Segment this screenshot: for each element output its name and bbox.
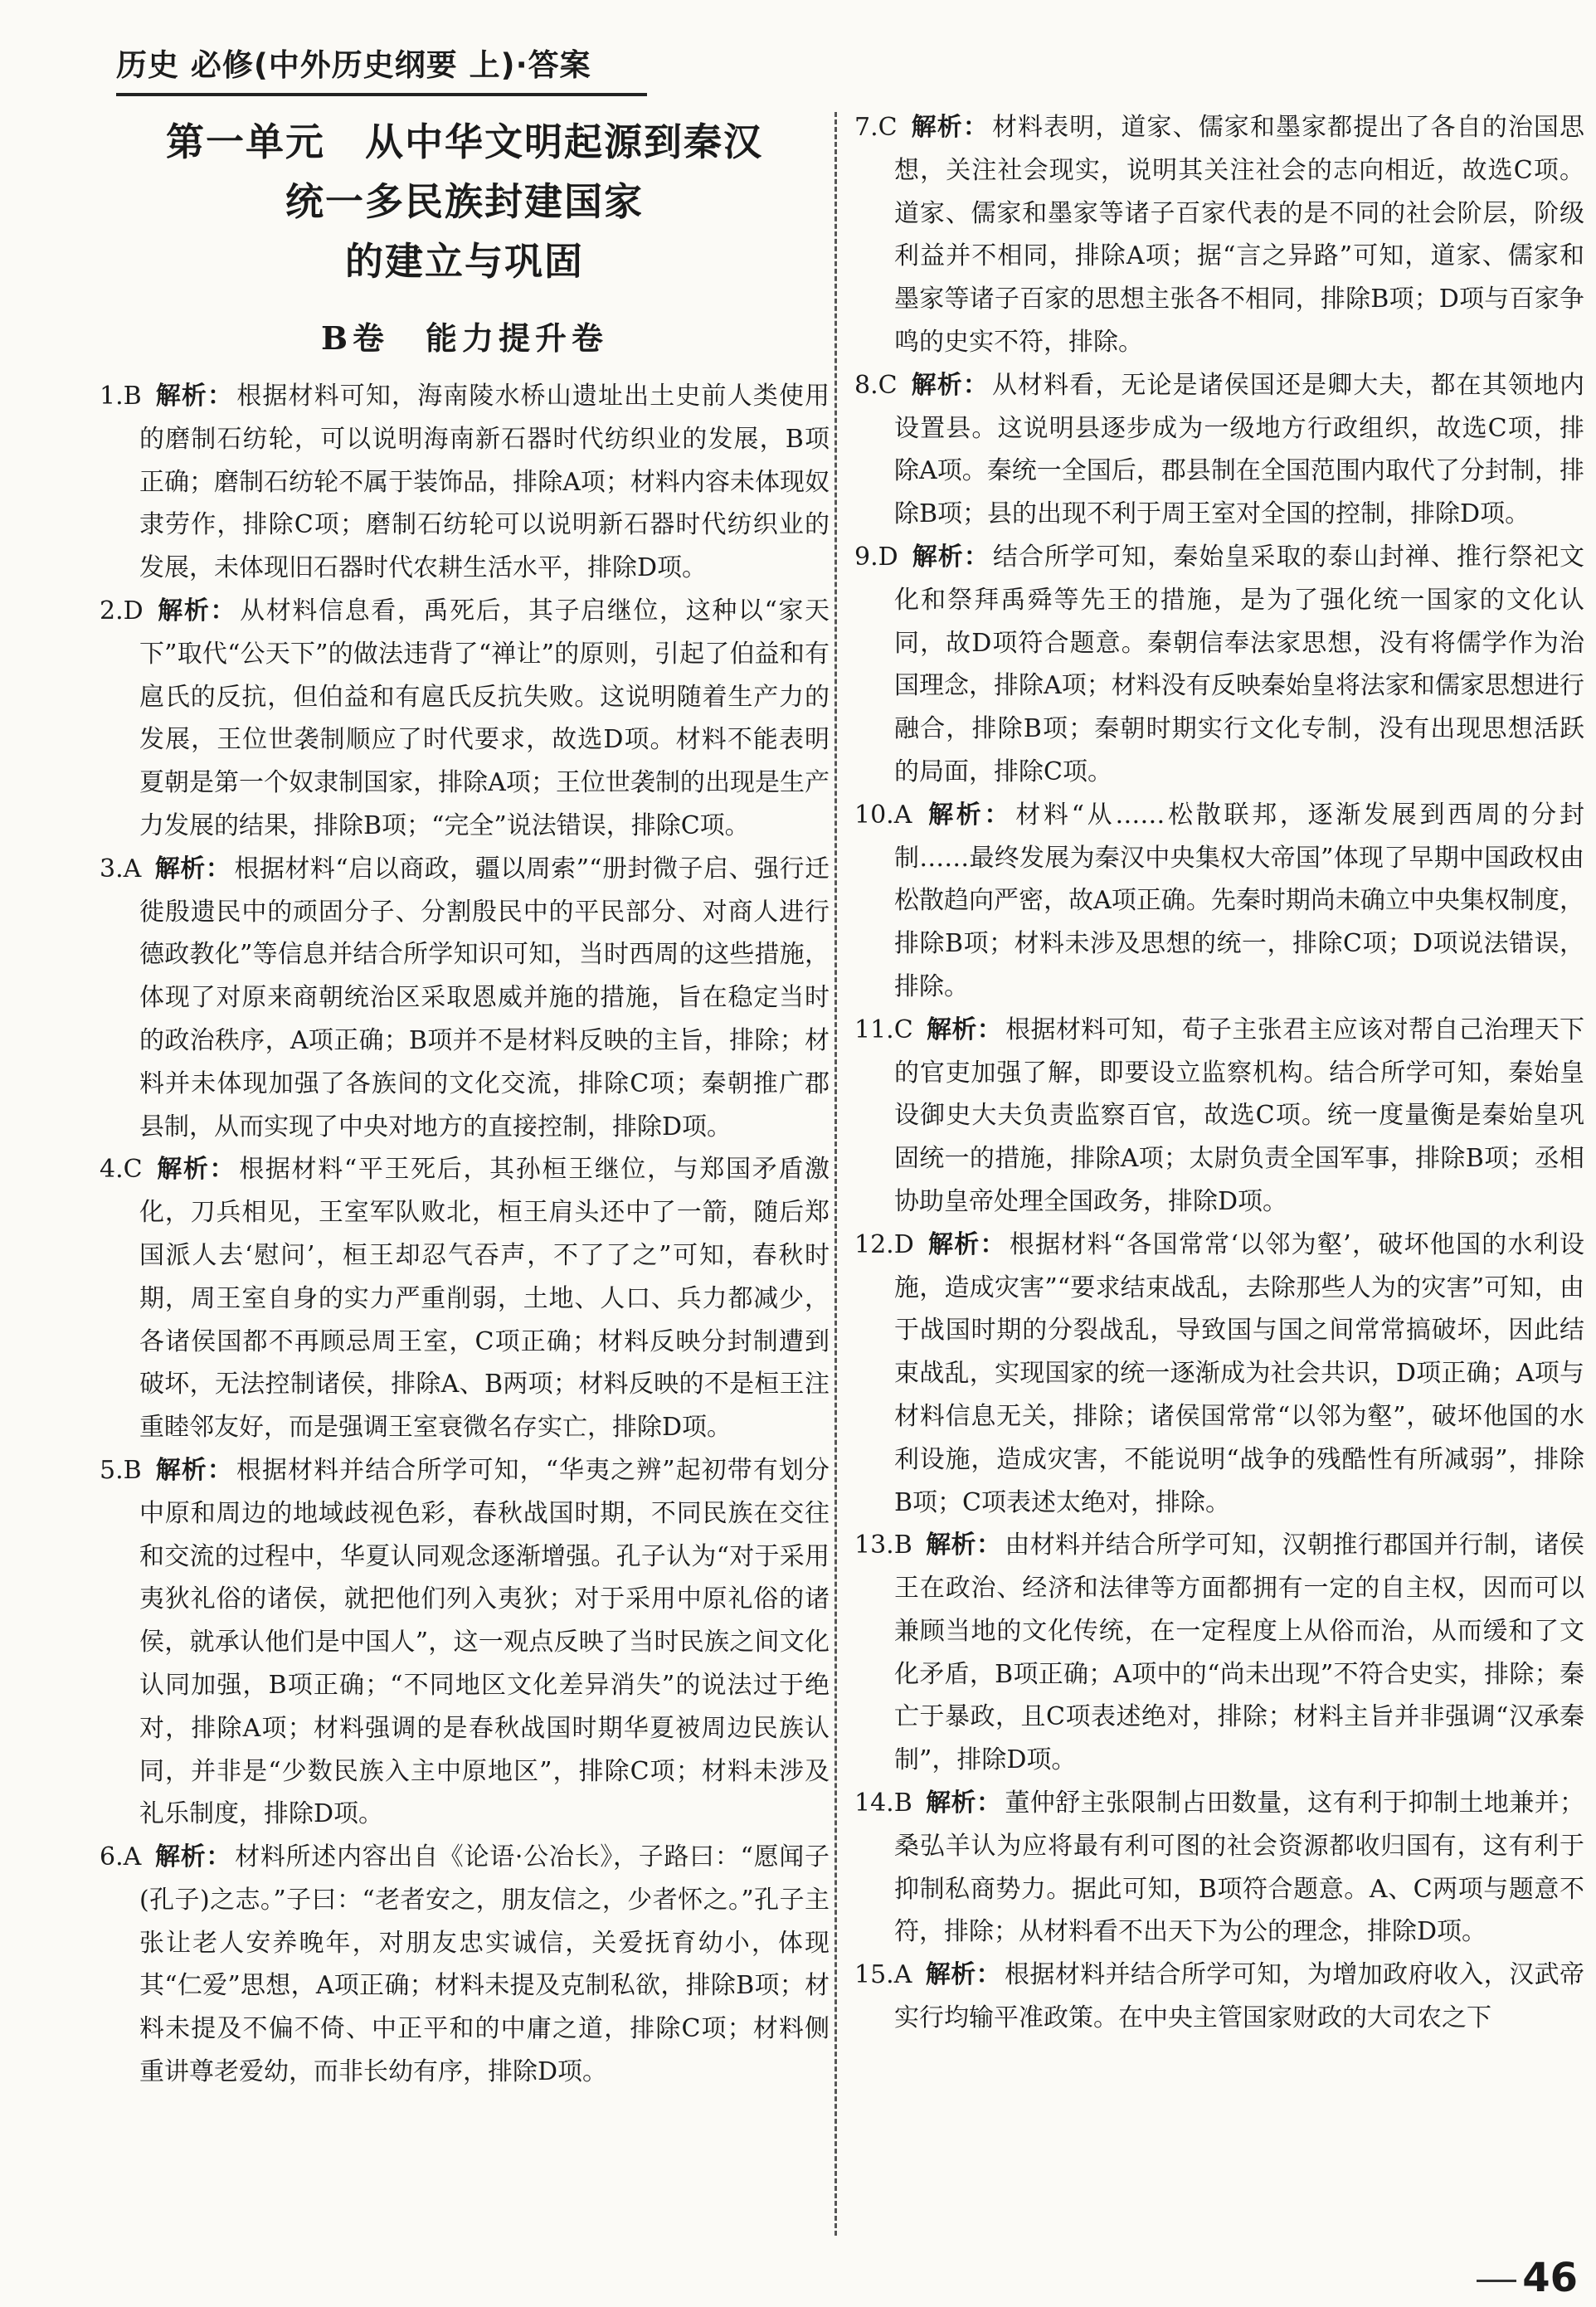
answer-item [100,375,830,590]
answer-item [854,1782,1584,1954]
answer-list-left [100,375,830,2094]
answer-number: 5.B [100,1455,142,1485]
answer-number: 1.B [100,382,142,411]
answer-text: 材料所述内容出自《论语·公冶长》，子路曰：“愿闻子(孔子)之志。”子曰：“老者安之，朋友信之，少者怀之。”孔子主张让老人安养晚年，对朋友忠实诚信，关爱抚育幼小，体现其“仁爱”思想，A项正确；材料未提及克制私欲，排除B项；材料未提及不偏不倚、中正平和的中庸之道，排除C项；材料侧重讲尊老爱幼，而非长幼有序，排除D项。 [139,1842,830,2087]
answer-number: 3.A [100,854,142,883]
answer-text: 由材料并结合所学可知，汉朝推行郡国并行制，诸侯王在政治、经济和法律等方面都拥有一定的自主权，因而可以兼顾当地的文化传统，在一定程度上从俗而治，从而缓和了文化矛盾，B项正确；A项中的“尚未出现”不符合史实，排除；秦亡于暴政，且C项表述绝对，排除；材料主旨并非强调“汉承秦制”，排除D项。 [894,1531,1585,1775]
unit-title-line: 的建立与巩固 [345,239,584,284]
answer-text: 结合所学可知，秦始皇采取的泰山封禅、推行祭祀文化和祭拜禹舜等先王的措施，是为了强化统一国家的文化认同，故D项符合题意。秦朝信奉法家思想，没有将儒学作为治国理念，排除A项；材料没有反映秦始皇将法家和儒家思想进行融合，排除B项；秦朝时期实行文化专制，没有出现思想活跃的局面，排除C项。 [894,542,1585,786]
answer-item [854,1954,1584,2040]
analysis-label: 解析： [154,854,231,883]
page-number: 46 [1522,2255,1578,2301]
analysis-label: 解析： [925,1960,1002,1990]
answer-text: 董仲舒主张限制占田数量，这有利于抑制土地兼并；桑弘羊认为应将最有利可图的社会资源都收归国有，这有利于抑制私商势力。据此可知，B项符合题意。A、C两项与题意不符，排除；从材料看不出天下为公的理念，排除D项。 [894,1789,1585,1947]
answer-number: 14.B [854,1789,912,1818]
answer-text: 根据材料并结合所学可知，为增加政府收入，汉武帝实行均输平准政策。在中央主管国家财政的大司农之下 [894,1960,1585,2033]
answer-item [854,1224,1584,1525]
analysis-label: 解析： [910,113,989,142]
answer-text: 材料表明，道家、儒家和墨家都提出了各自的治国思想，关注社会现实，说明其关注社会的志向相近，故选C项。道家、儒家和墨家等诸子百家代表的是不同的社会阶层，阶级利益并不相同，排除A项；据“言之异路”可知，道家、儒家和墨家等诸子百家的思想主张各不相同，排除B项；D项与百家争鸣的史实不符，排除。 [894,113,1585,357]
unit-title-line: 第一单元 从中华文明起源到秦汉 [166,119,763,164]
answer-item [100,848,830,1149]
answer-number: 13.B [854,1531,912,1560]
analysis-label: 解析： [925,1531,1002,1560]
answer-number: 6.A [100,1842,142,1872]
right-column [854,106,1584,2040]
column-divider [834,112,837,2236]
answer-item [854,794,1584,1009]
answer-number: 8.C [854,370,898,400]
answer-text: 根据材料并结合所学可知，“华夷之辨”起初带有划分中原和周边的地域歧视色彩，春秋战国时期，不同民族在交往和交流的过程中，华夏认同观念逐渐增强。孔子认为“对于采用夷狄礼俗的诸侯，就把他们列入夷狄；对于采用中原礼俗的诸侯，就承认他们是中国人”，这一观点反映了当时民族之间文化认同加强，B项正确；“不同地区文化差异消失”的说法过于绝对，排除A项；材料强调的是春秋战国时期华夏被周边民族认同，并非是“少数民族入主中原地区”，排除C项；材料未涉及礼乐制度，排除D项。 [139,1455,830,1829]
page-number-dash [1477,2280,1516,2282]
answer-text: 根据材料“平王死后，其孙桓王继位，与郑国矛盾激化，刀兵相见，王室军队败北，桓王肩头还中了一箭，随后郑国派人去‘慰问’，桓王却忍气吞声，不了了之”可知，春秋时期，周王室自身的实力严重削弱，土地、人口、兵力都减少，各诸侯国都不再顾忌周王室，C项正确；材料反映分封制遭到破坏，无法控制诸侯，排除A、B两项；材料反映的不是桓王注重睦邻友好，而是强调王室衰微名存实亡，排除D项。 [139,1155,830,1443]
answer-text: 从材料看，无论是诸侯国还是卿大夫，都在其领地内设置县。这说明县逐步成为一级地方行政组织，故选C项，排除A项。秦统一全国后，郡县制在全国范围内取代了分封制，排除B项；县的出现不利于周王室对全国的控制，排除D项。 [894,370,1585,529]
unit-title-line: 统一多民族封建国家 [285,179,644,224]
section-title: B卷 能力提升卷 [320,319,609,357]
answer-number: 9.D [854,542,898,572]
analysis-label: 解析： [910,370,989,400]
answer-text: 根据材料可知，荀子主张君主应该对帮自己治理天下的官吏加强了解，即要设立监察机构。结合所学可知，秦始皇设御史大夫负责监察百官，故选C项。统一度量衡是秦始皇巩固统一的措施，排除A项；太尉负责全国军事，排除B项；丞相协助皇帝处理全国政务，排除D项。 [894,1015,1585,1216]
answer-text: 从材料信息看，禹死后，其子启继位，这种以“家天下”取代“公天下”的做法违背了“禅让”的原则，引起了伯益和有扈氏的反抗，但伯益和有扈氏反抗失败。这说明随着生产力的发展，王位世袭制顺应了时代要求，故选D项。材料不能表明夏朝是第一个奴隶制国家，排除A项；王位世袭制的出现是生产力发展的结果，排除B项；“完全”说法错误，排除C项。 [139,596,830,840]
answer-number: 15.A [854,1960,912,1990]
answer-item [100,1449,830,1836]
unit-title [100,112,830,291]
answer-text: 根据材料“各国常常‘以邻为壑’，破坏他国的水利设施，造成灾害”“要求结束战乱，去除那些人为的灾害”可知，由于战国时期的分裂战乱，导致国与国之间常常搞破坏，因此结束战乱，实现国家的统一逐渐成为社会共识，D项正确；A项与材料信息无关，排除；诸侯国常常“以邻为壑”，破坏他国的水利设施，造成灾害，不能说明“战争的残酷性有所减弱”，排除B项；C项表述太绝对，排除。 [894,1229,1584,1517]
header-rule [116,93,647,96]
answer-number: 2.D [100,596,144,625]
answer-text: 根据材料可知，海南陵水桥山遗址出土史前人类使用的磨制石纺轮，可以说明海南新石器时代纺织业的发展，B项正确；磨制石纺轮不属于装饰品，排除A项；材料内容未体现奴隶劳作，排除C项；磨制石纺轮可以说明新石器时代纺织业的发展，未体现旧石器时代农耕生活水平，排除D项。 [139,382,830,583]
answer-item [100,590,830,848]
answer-text: 材料“从……松散联邦，逐渐发展到西周的分封制……最终发展为秦汉中央集权大帝国”体现了早期中国政权由松散趋向严密，故A项正确。先秦时期尚未确立中央集权制度，排除B项；材料未涉及思想的统一，排除C项；D项说法错误，排除。 [894,800,1585,1001]
answer-number: 7.C [854,113,898,142]
analysis-label: 解析： [154,1842,232,1872]
answer-number: 12.D [854,1229,914,1259]
answer-item [854,364,1584,536]
analysis-label: 解析： [154,1455,233,1485]
answer-list-right [854,106,1584,2040]
answer-number: 10.A [854,800,912,830]
answer-item [100,1836,830,2094]
answer-item [854,536,1584,794]
analysis-label: 解析： [925,800,1013,830]
answer-item [100,1148,830,1449]
answer-number: 11.C [854,1015,913,1044]
answer-text: 根据材料“启以商政，疆以周索”“册封微子启、强行迁徙殷遗民中的顽固分子、分割殷民中的平民部分、对商人进行德政教化”等信息并结合所学知识可知，当时西周的这些措施，体现了对原来商朝统治区采取恩威并施的措施，旨在稳定当时的政治秩序，A项正确；B项并不是材料反映的主旨，排除；材料并未体现加强了各族间的文化交流，排除C项；秦朝推广郡县制，从而实现了中央对地方的直接控制，排除D项。 [139,854,830,1141]
answer-item [854,106,1584,364]
analysis-label: 解析： [156,596,237,625]
analysis-label: 解析： [911,542,990,572]
analysis-label: 解析： [927,1229,1006,1259]
page-header: 历史 必修(中外历史纲要 上)·答案 [116,47,591,83]
answer-item [854,1009,1584,1224]
answer-number: 4.C [100,1155,143,1185]
analysis-label: 解析： [154,382,234,411]
analysis-label: 解析： [925,1789,1002,1818]
analysis-label: 解析： [155,1155,236,1185]
left-column [100,112,830,2094]
answer-item [854,1524,1584,1782]
analysis-label: 解析： [926,1015,1003,1044]
